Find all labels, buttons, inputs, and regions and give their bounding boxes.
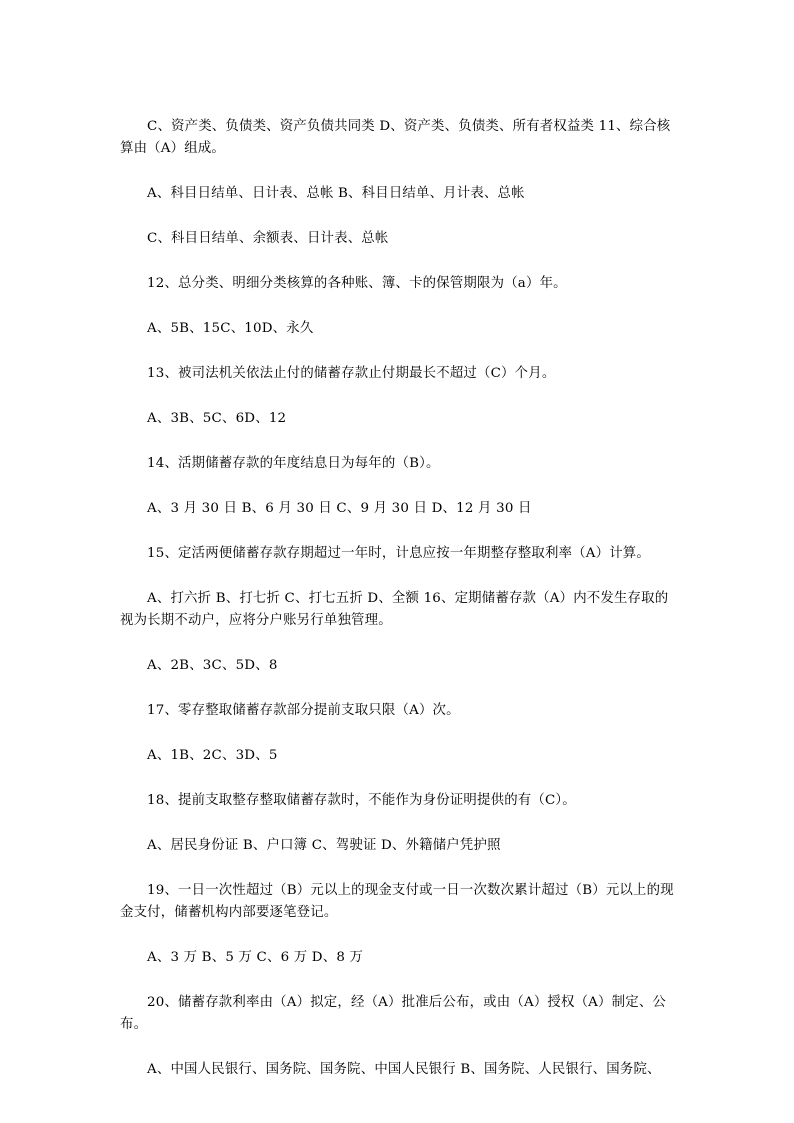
paragraph-19: 20、储蓄存款利率由（A）拟定，经（A）批准后公布，或由（A）授权（A）制定、公布。 (120, 995, 666, 1032)
paragraph-7: A、3B、5C、6D、12 (147, 411, 287, 426)
paragraph-13: 17、零存整取储蓄存款部分提前支取只限（A）次。 (147, 703, 460, 718)
document-page (120, 116, 676, 1104)
paragraph-20: A、中国人民银行、国务院、国务院、中国人民银行 B、国务院、人民银行、国务院、 (147, 1062, 661, 1077)
paragraph-11: A、打六折 B、打七折 C、打七五折 D、全额 16、定期储蓄存款（A）内不发生存取的视为长期不动户，应将分户账另行单独管理。 (120, 591, 669, 628)
paragraph-8: 14、活期储蓄存款的年度结息日为每年的（B）。 (147, 456, 440, 471)
paragraph-14: A、1B、2C、3D、5 (147, 748, 278, 763)
paragraph-16: A、居民身份证 B、户口簿 C、驾驶证 D、外籍储户凭护照 (147, 838, 501, 853)
paragraph-3: C、科目日结单、余额表、日计表、总帐 (147, 231, 389, 246)
paragraph-18: A、3 万 B、5 万 C、6 万 D、8 万 (147, 950, 364, 965)
paragraph-10: 15、定活两便储蓄存款存期超过一年时，计息应按一年期整存整取利率（A）计算。 (147, 546, 650, 561)
paragraph-17: 19、一日一次性超过（B）元以上的现金支付或一日一次数次累计超过（B）元以上的现金支付，储蓄机构内部要逐笔登记。 (120, 883, 674, 920)
paragraph-15: 18、提前支取整存整取储蓄存款时，不能作为身份证明提供的有（C）。 (147, 793, 576, 808)
paragraph-2: A、科目日结单、日计表、总帐 B、科目日结单、月计表、总帐 (147, 186, 525, 201)
paragraph-12: A、2B、3C、5D、8 (147, 658, 278, 673)
paragraph-9: A、3 月 30 日 B、6 月 30 日 C、9 月 30 日 D、12 月 30 日 (147, 501, 532, 516)
paragraph-4: 12、总分类、明细分类核算的各种账、簿、卡的保管期限为（a）年。 (147, 276, 567, 291)
paragraph-1: C、资产类、负债类、资产负债共同类 D、资产类、负债类、所有者权益类 11、综合核算由（A）组成。 (120, 119, 671, 156)
paragraph-5: A、5B、15C、10D、永久 (147, 321, 314, 336)
paragraph-6: 13、被司法机关依法止付的储蓄存款止付期最长不超过（C）个月。 (147, 366, 556, 381)
